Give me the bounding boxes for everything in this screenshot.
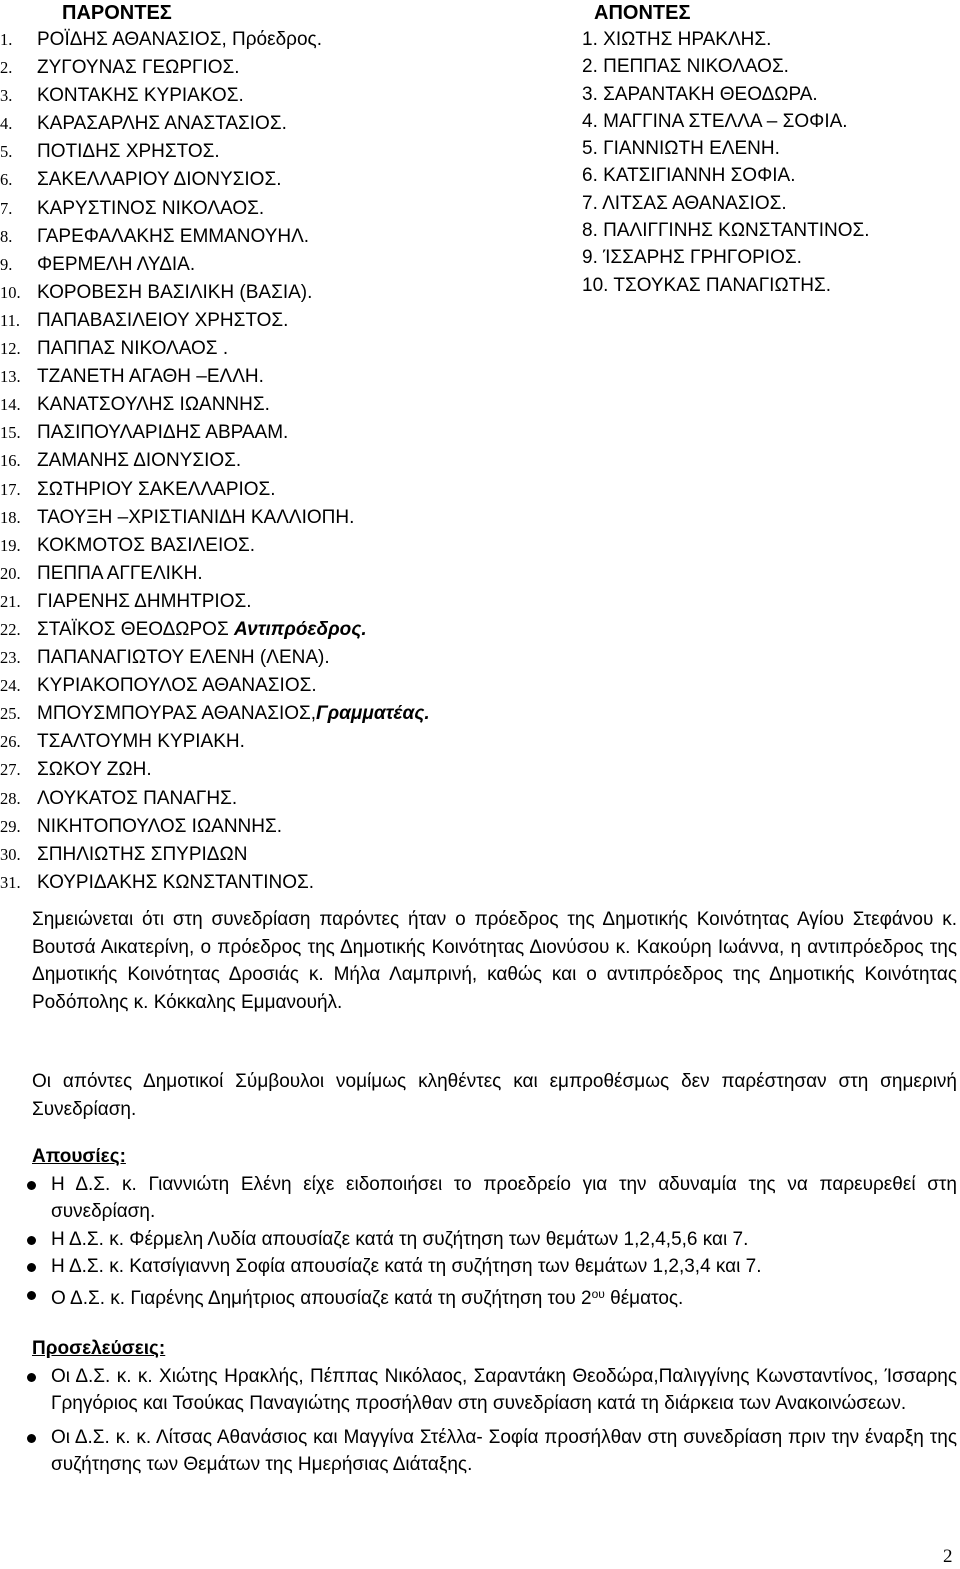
bullet-icon <box>27 1263 36 1272</box>
member-name <box>37 504 354 532</box>
member-name <box>37 700 430 728</box>
member-number: 8. <box>582 220 598 242</box>
member-name: ΜΑΓΓΙΝΑ ΣΤΕΛΛΑ – ΣΟΦΙΑ. <box>603 110 848 132</box>
member-name-text: ΚΥΡΙΑΚΟΠΟΥΛΟΣ ΑΘΑΝΑΣΙΟΣ. <box>37 675 317 697</box>
member-number: 5. <box>0 142 13 162</box>
member-name-text: ΤΑΟΥΞΗ –ΧΡΙΣΤΙΑΝΙΔΗ ΚΑΛΛΙΟΠΗ. <box>37 506 355 528</box>
member-name <box>37 616 367 644</box>
arrival-item <box>32 1363 957 1418</box>
member-name-text: ΠΑΠΑΒΑΣΙΛΕΙΟΥ ΧΡΗΣΤΟΣ. <box>37 309 289 331</box>
member-name: ΚΑΤΣΙΓΙΑΝΝΗ ΣΟΦΙΑ. <box>603 165 796 187</box>
member-number: 23. <box>0 648 21 668</box>
member-name-text: ΡΟΪΔΗΣ ΑΘΑΝΑΣΙΟΣ, Πρόεδρος <box>37 29 317 50</box>
present-member-row <box>0 251 590 279</box>
present-member-row <box>0 391 590 419</box>
present-member-row <box>0 447 590 475</box>
member-name <box>37 335 228 363</box>
member-name <box>37 644 330 672</box>
member-name <box>37 195 264 223</box>
member-number: 20. <box>0 563 21 583</box>
bullet-icon <box>27 1181 36 1190</box>
member-name <box>37 532 255 560</box>
member-number: 11. <box>0 310 21 330</box>
member-name-text: ΖΥΓΟΥΝΑΣ ΓΕΩΡΓΙΟΣ. <box>37 57 240 79</box>
member-name <box>37 419 288 447</box>
present-member-row <box>0 419 590 447</box>
member-name <box>37 813 282 841</box>
member-name-text: ΓΙΑΡΕΝΗΣ ΔΗΜΗΤΡΙΟΣ. <box>37 590 252 612</box>
present-member-row <box>0 335 590 363</box>
member-name-text: ΚΟΡΟΒΕΣΗ ΒΑΣΙΛΙΚΗ (ΒΑΣΙΑ). <box>37 281 313 303</box>
member-name <box>37 26 322 54</box>
member-number: 10. <box>582 274 609 296</box>
member-name-text: ΚΟΚΜΟΤΟΣ ΒΑΣΙΛΕΙΟΣ. <box>37 534 256 556</box>
member-number: 9. <box>0 254 13 274</box>
present-member-row <box>0 560 590 588</box>
absent-paragraph: Οι απόντες Δημοτικοί Σύμβουλοι νομίμως κληθέντες και εμπροθέσμως δεν παρέστησαν στη σημερινή Συνεδρίαση. <box>32 1071 957 1120</box>
member-name-text: ΠΑΣΙΠΟΥΛΑΡΙΔΗΣ ΑΒΡΑΑΜ. <box>37 422 289 444</box>
member-number: 27. <box>0 760 21 780</box>
member-number: 3. <box>0 86 13 106</box>
member-number: 29. <box>0 816 21 836</box>
member-number: 13. <box>0 367 21 387</box>
member-name-text: ΤΣΑΛΤΟΥΜΗ ΚΥΡΙΑΚΗ. <box>37 731 245 753</box>
absences-list <box>32 1171 957 1313</box>
present-member-row <box>0 476 590 504</box>
member-name: ΣΑΡΑΝΤΑΚΗ ΘΕΟΔΩΡΑ. <box>603 83 818 105</box>
member-name-text: ΚΟΝΤΑΚΗΣ ΚΥΡΙΑΚΟΣ. <box>37 85 244 107</box>
absence-text: Η Δ.Σ. κ. Γιαννιώτη Ελένη είχε ειδοποιήσει το προεδρείο για την αδυναμία της να παρευρεθεί στη συνεδρίαση. <box>51 1173 957 1222</box>
member-name <box>37 756 152 784</box>
absent-member-row <box>582 162 952 189</box>
bullet-icon <box>27 1434 36 1443</box>
bullet-icon <box>27 1373 36 1382</box>
absent-list <box>582 26 952 299</box>
arrival-text: Οι Δ.Σ. κ. κ. Χιώτης Ηρακλής, Πέππας Νικόλαος, Σαραντάκη Θεοδώρα,Παλιγγίνης Κωνσταντίνος, Ίσσαρης Γρηγόριος και Τσούκας Παναγιώτης προσήλθαν στη συνεδρίαση κατά τη διάρκεια των Ανακοινώσεων. <box>51 1365 957 1414</box>
member-name-text: ΜΠΟΥΣΜΠΟΥΡΑΣ ΑΘΑΝΑΣΙΟΣ, <box>37 703 317 725</box>
member-name-text: ΓΑΡΕΦΑΛΑΚΗΣ ΕΜΜΑΝΟΥΗΛ. <box>37 225 310 247</box>
note-paragraph: Σημειώνεται ότι στη συνεδρίαση παρόντες ήταν ο πρόεδρος της Δημοτικής Κοινότητας Αγίου Στεφάνου κ. Βουτσά Αικατερίνη, ο πρόεδρος της Δημοτικής Κοινότητας Διονύσου κ. Κακούρη Ιωάννα, η αντιπρόεδρος της Δημοτικής Κοινότητας Δροσιάς κ. Μήλα Λαμπρινή, καθώς και ο αντιπρόεδρος της Δημοτικής Κοινότητας Ροδόπολης κ. Κόκκαλης Εμμανουήλ. <box>32 909 957 1013</box>
member-number: 26. <box>0 732 21 752</box>
member-name-text: ΚΑΡΥΣΤΙΝΟΣ ΝΙΚΟΛΑΟΣ. <box>37 197 265 219</box>
present-member-row <box>0 54 590 82</box>
present-column <box>0 0 590 897</box>
absent-member-row <box>582 135 952 162</box>
absent-column <box>582 0 952 299</box>
member-name-text: ΠΑΠΑΝΑΓΙΩΤΟΥ ΕΛΕΝΗ (ΛΕΝΑ). <box>37 647 330 669</box>
member-name <box>37 785 237 813</box>
member-name-text: ΛΟΥΚΑΤΟΣ ΠΑΝΑΓΗΣ. <box>37 787 238 809</box>
present-member-row <box>0 616 590 644</box>
member-number: 4. <box>0 114 13 134</box>
member-name: ΛΙΤΣΑΣ ΑΘΑΝΑΣΙΟΣ. <box>602 192 787 214</box>
arrivals-list <box>32 1363 957 1479</box>
member-number: 7. <box>0 198 13 218</box>
arrival-item <box>32 1424 957 1479</box>
absence-item <box>32 1226 957 1254</box>
member-name-text: ΚΟΥΡΙΔΑΚΗΣ ΚΩΝΣΤΑΝΤΙΝΟΣ. <box>37 871 315 893</box>
member-name: ΧΙΩΤΗΣ ΗΡΑΚΛΗΣ. <box>603 29 772 50</box>
bullet-icon <box>27 1291 36 1300</box>
member-name: ΠΕΠΠΑΣ ΝΙΚΟΛΑΟΣ. <box>603 56 789 78</box>
member-name-text: ΦΕΡΜΕΛΗ ΛΥΔΙΑ. <box>37 253 196 275</box>
member-name-text: ΤΖΑΝΕΤΗ ΑΓΑΘΗ –ΕΛΛΗ. <box>37 366 264 388</box>
present-member-row <box>0 532 590 560</box>
member-name-text: ΣΩΚΟΥ ΖΩΗ. <box>37 759 152 781</box>
present-member-row <box>0 644 590 672</box>
absent-member-row <box>582 108 952 135</box>
absences-section <box>32 1143 957 1312</box>
member-name-text: ΖΑΜΑΝΗΣ ΔΙΟΝΥΣΙΟΣ. <box>37 450 242 472</box>
member-role: Αντιπρόεδρος. <box>234 618 367 640</box>
page-number: 2 <box>943 1546 953 1567</box>
absence-text-end: θέματος. <box>604 1287 684 1309</box>
member-name: ΠΑΛΙΓΓΙΝΗΣ ΚΩΝΣΤΑΝΤΙΝΟΣ. <box>603 220 870 242</box>
member-name: ΊΣΣΑΡΗΣ ΓΡΗΓΟΡΙΟΣ. <box>603 247 802 269</box>
member-number: 25. <box>0 704 21 724</box>
present-member-row <box>0 363 590 391</box>
member-name <box>37 728 245 756</box>
present-member-row <box>0 841 590 869</box>
member-number: 21. <box>0 591 21 611</box>
member-number: 2. <box>0 58 13 78</box>
member-name <box>37 869 314 897</box>
absent-member-row <box>582 244 952 271</box>
present-member-row <box>0 728 590 756</box>
member-name-text: ΣΠΗΛΙΩΤΗΣ ΣΠΥΡΙΔΩΝ <box>37 843 248 865</box>
present-member-row <box>0 785 590 813</box>
present-list <box>0 26 590 897</box>
member-name <box>37 447 241 475</box>
absence-superscript: ου <box>591 1286 605 1301</box>
present-member-row <box>0 869 590 897</box>
absent-member-row <box>582 190 952 217</box>
absence-text: Ο Δ.Σ. κ. Γιαρένης Δημήτριος απουσίαζε κατά τη συζήτηση του 2 <box>51 1287 592 1309</box>
member-number: 16. <box>0 451 21 471</box>
absence-item <box>32 1253 957 1281</box>
absent-member-row <box>582 217 952 244</box>
present-member-row <box>0 813 590 841</box>
present-member-row <box>0 672 590 700</box>
absence-item <box>32 1281 957 1313</box>
member-name-text: ΠΑΠΠΑΣ ΝΙΚΟΛΑΟΣ . <box>37 338 229 360</box>
member-name <box>37 223 309 251</box>
member-name-text: ΝΙΚΗΤΟΠΟΥΛΟΣ ΙΩΑΝΝΗΣ. <box>37 815 283 837</box>
member-number: 14. <box>0 395 21 415</box>
member-number: 12. <box>0 339 21 359</box>
present-member-row <box>0 588 590 616</box>
present-member-row <box>0 307 590 335</box>
present-member-row <box>0 138 590 166</box>
member-number: 17. <box>0 479 21 499</box>
member-number: 24. <box>0 676 21 696</box>
bullet-icon <box>27 1236 36 1245</box>
member-name <box>37 138 220 166</box>
member-number: 9. <box>582 247 598 269</box>
member-number: 1. <box>582 29 598 50</box>
member-name <box>37 391 270 419</box>
member-name-text: ΣΩΤΗΡΙΟΥ ΣΑΚΕΛΛΑΡΙΟΣ. <box>37 478 276 500</box>
member-name <box>37 279 312 307</box>
member-number: 18. <box>0 507 21 527</box>
member-name <box>37 363 264 391</box>
member-number: 15. <box>0 423 21 443</box>
absent-member-row <box>582 53 952 80</box>
member-number: 2. <box>582 56 598 78</box>
member-name <box>37 54 240 82</box>
present-member-row <box>0 110 590 138</box>
present-heading: ΠΑΡΟΝΤΕΣ <box>62 2 172 24</box>
present-member-row <box>0 26 590 54</box>
absence-item <box>32 1171 957 1226</box>
absent-heading: ΑΠΟΝΤΕΣ <box>594 2 691 24</box>
member-number: 4. <box>582 110 598 132</box>
member-number: 10. <box>0 282 21 302</box>
member-number: 6. <box>582 165 598 187</box>
arrival-text: Οι Δ.Σ. κ. κ. Λίτσας Αθανάσιος και Μαγγίνα Στέλλα- Σοφία προσήλθαν στη συνεδρίαση πριν την έναρξη της συζήτησης των Θεμάτων της Ημερήσιας Διάταξης. <box>51 1426 957 1475</box>
present-member-row <box>0 700 590 728</box>
member-number: 8. <box>0 226 13 246</box>
member-name <box>37 110 287 138</box>
member-name <box>37 251 195 279</box>
member-number: 3. <box>582 83 598 105</box>
present-member-row <box>0 756 590 784</box>
member-name: ΤΣΟΥΚΑΣ ΠΑΝΑΓΙΩΤΗΣ. <box>613 274 832 296</box>
member-number: 6. <box>0 170 13 190</box>
present-member-row <box>0 223 590 251</box>
member-number: 28. <box>0 788 21 808</box>
member-number: 7. <box>582 192 598 214</box>
member-number: 30. <box>0 844 21 864</box>
present-member-row <box>0 195 590 223</box>
member-name <box>37 560 203 588</box>
absent-member-row <box>582 26 952 53</box>
member-name-text: ΣΤΑΪΚΟΣ ΘΕΟΔΩΡΟΣ <box>37 618 234 640</box>
member-name <box>37 307 288 335</box>
member-name-text: ΣΑΚΕΛΛΑΡΙΟΥ ΔΙΟΝΥΣΙΟΣ. <box>37 169 282 191</box>
member-number: 1. <box>0 30 13 49</box>
member-name <box>37 841 247 869</box>
arrivals-section <box>32 1335 957 1485</box>
member-number: 19. <box>0 535 21 555</box>
present-member-row <box>0 279 590 307</box>
present-member-row <box>0 82 590 110</box>
present-member-row <box>0 166 590 194</box>
member-number: 5. <box>582 138 598 160</box>
member-name: ΓΙΑΝΝΙΩΤΗ ΕΛΕΝΗ. <box>603 138 780 160</box>
member-name <box>37 588 252 616</box>
absence-text: Η Δ.Σ. κ. Κατσίγιαννη Σοφία απουσίαζε κατά τη συζήτηση των θεμάτων 1,2,3,4 και 7. <box>51 1256 762 1277</box>
member-name-text: ΠΕΠΠΑ ΑΓΓΕΛΙΚΗ. <box>37 562 203 584</box>
member-role: Γραμματέας. <box>316 703 430 725</box>
member-number: 22. <box>0 619 21 639</box>
member-name <box>37 476 276 504</box>
member-suffix: . <box>316 29 322 50</box>
present-member-row <box>0 504 590 532</box>
absent-member-row <box>582 81 952 108</box>
member-name-text: ΚΑΝΑΤΣΟΥΛΗΣ ΙΩΑΝΝΗΣ. <box>37 394 270 416</box>
absent-member-row <box>582 272 952 299</box>
member-number: 31. <box>0 872 21 892</box>
absences-title: Απουσίες: <box>32 1146 126 1167</box>
member-name-text: ΠΟΤΙΔΗΣ ΧΡΗΣΤΟΣ. <box>37 141 220 163</box>
absence-text: Η Δ.Σ. κ. Φέρμελη Λυδία απουσίαζε κατά τη συζήτηση των θεμάτων 1,2,4,5,6 και 7. <box>51 1228 749 1250</box>
member-name <box>37 82 244 110</box>
arrivals-title: Προσελεύσεις: <box>32 1338 166 1359</box>
member-name-text: ΚΑΡΑΣΑΡΛΗΣ ΑΝΑΣΤΑΣΙΟΣ. <box>37 113 287 135</box>
member-name <box>37 672 317 700</box>
member-name <box>37 166 281 194</box>
